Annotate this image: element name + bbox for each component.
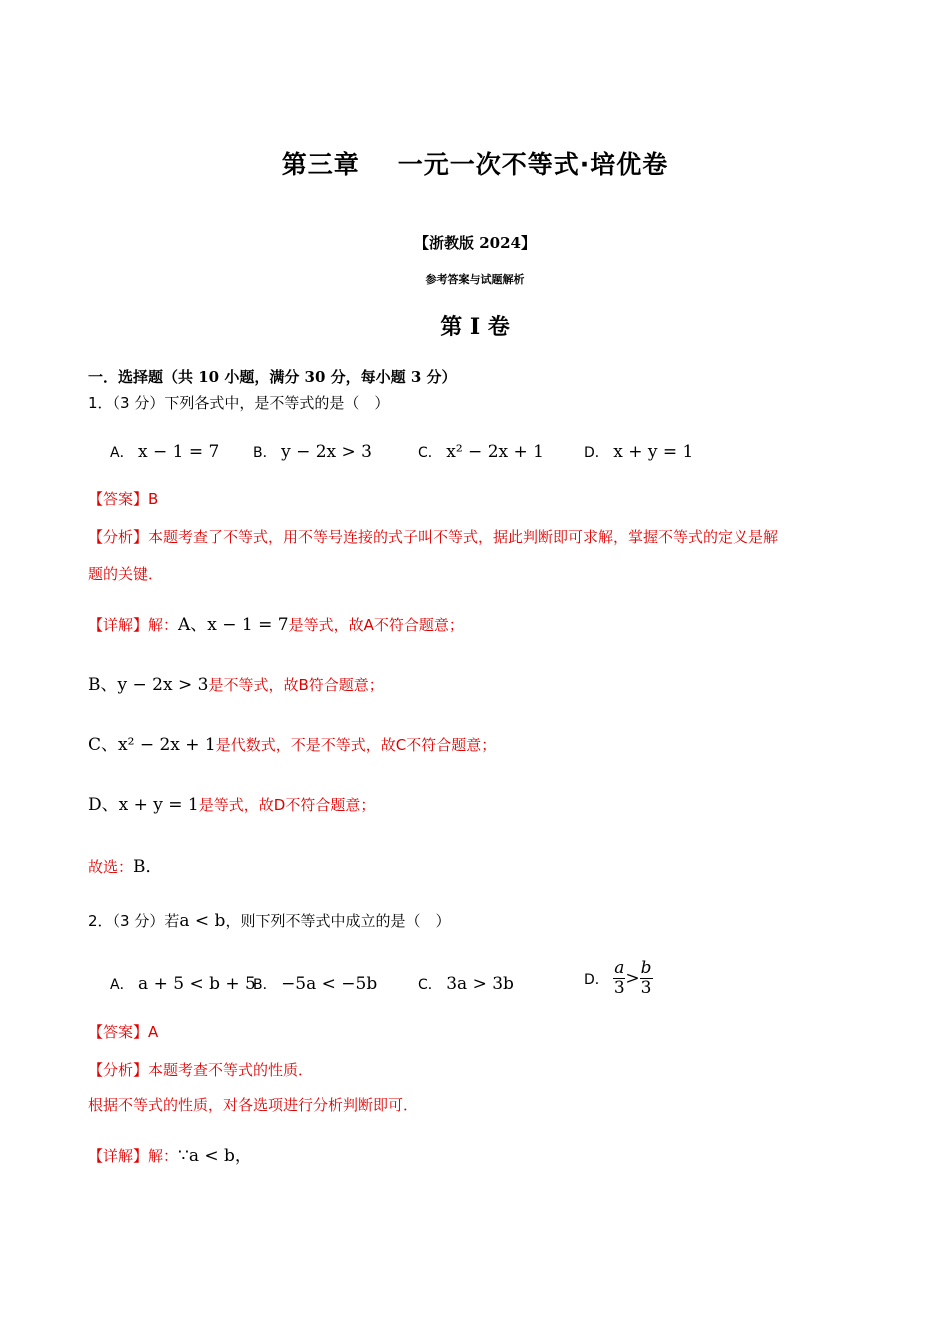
q1-conclusion: 故选：B． — [88, 857, 163, 877]
q1-detail-d: D、x + y = 1是等式，故D不符合题意； — [88, 795, 376, 815]
question-2-stem: 2．（3 分）若a < b，则下列不等式中成立的是（ ） — [88, 911, 451, 931]
q2-option-b: B． −5a < −5b — [253, 974, 378, 994]
q2-option-d: D． $\frac{a}{3}$ > $\frac{b}{3}$ — [584, 958, 652, 998]
q2-option-c-expr: 3a > 3b — [446, 974, 514, 994]
q1-option-c-expr: x² − 2x + 1 — [446, 442, 544, 462]
q2-analysis-line2: 根据不等式的性质，对各选项进行分析判断即可． — [88, 1096, 419, 1114]
q1-option-b-expr: y − 2x > 3 — [281, 442, 372, 462]
q2-option-a: A． a + 5 < b + 5 — [110, 974, 256, 994]
q1-option-d: D． x + y = 1 — [584, 442, 694, 462]
fraction-a-over-3: $\frac{a}{3}$ — [613, 958, 625, 998]
q1-detail-a: 【详解】解：A、x − 1 = 7是等式，故A不符合题意； — [88, 615, 464, 635]
volume-label: 第 I 卷 — [440, 314, 510, 340]
q1-option-d-expr: x + y = 1 — [613, 442, 694, 462]
q2-detail: 【详解】解：∵a < b， — [88, 1146, 252, 1166]
page-title — [0, 145, 950, 181]
q1-analysis-line1: 【分析】本题考查了不等式，用不等号连接的式子叫不等式，据此判断即可求解，掌握不等式的定义是解 — [88, 528, 779, 546]
q1-answer: 【答案】B — [88, 490, 159, 508]
q2-analysis: 【分析】本题考查不等式的性质． — [88, 1061, 314, 1079]
q1-detail-c: C、x² − 2x + 1是代数式，不是不等式，故C不符合题意； — [88, 735, 497, 755]
q1-detail-b: B、y − 2x > 3是不等式，故B符合题意； — [88, 675, 384, 695]
chapter-label: 第三章 — [281, 150, 360, 179]
q1-option-b: B． y − 2x > 3 — [253, 442, 372, 462]
question-1-stem: 1．（3 分）下列各式中，是不等式的是（ ） — [88, 394, 390, 412]
fraction-b-over-3: $\frac{b}{3}$ — [640, 958, 652, 998]
subtitle: 参考答案与试题解析 — [425, 273, 525, 286]
q1-option-a: A． x − 1 = 7 — [110, 442, 220, 462]
q2-option-c: C． 3a > 3b — [418, 974, 514, 994]
q2-option-d-expr: $\frac{a}{3}$ > $\frac{b}{3}$ — [613, 958, 652, 998]
q2-option-a-expr: a + 5 < b + 5 — [138, 974, 256, 994]
q1-option-a-expr: x − 1 = 7 — [138, 442, 220, 462]
edition-label: 【浙教版 2024】 — [414, 234, 536, 252]
q2-answer: 【答案】A — [88, 1023, 159, 1041]
q2-option-b-expr: −5a < −5b — [281, 974, 378, 994]
section-heading: 一．选择题（共 10 小题，满分 30 分，每小题 3 分） — [88, 368, 457, 386]
q1-option-c: C． x² − 2x + 1 — [418, 442, 544, 462]
chapter-name: 一元一次不等式·培优卷 — [397, 150, 669, 179]
q1-analysis-line2: 题的关键． — [88, 565, 164, 583]
